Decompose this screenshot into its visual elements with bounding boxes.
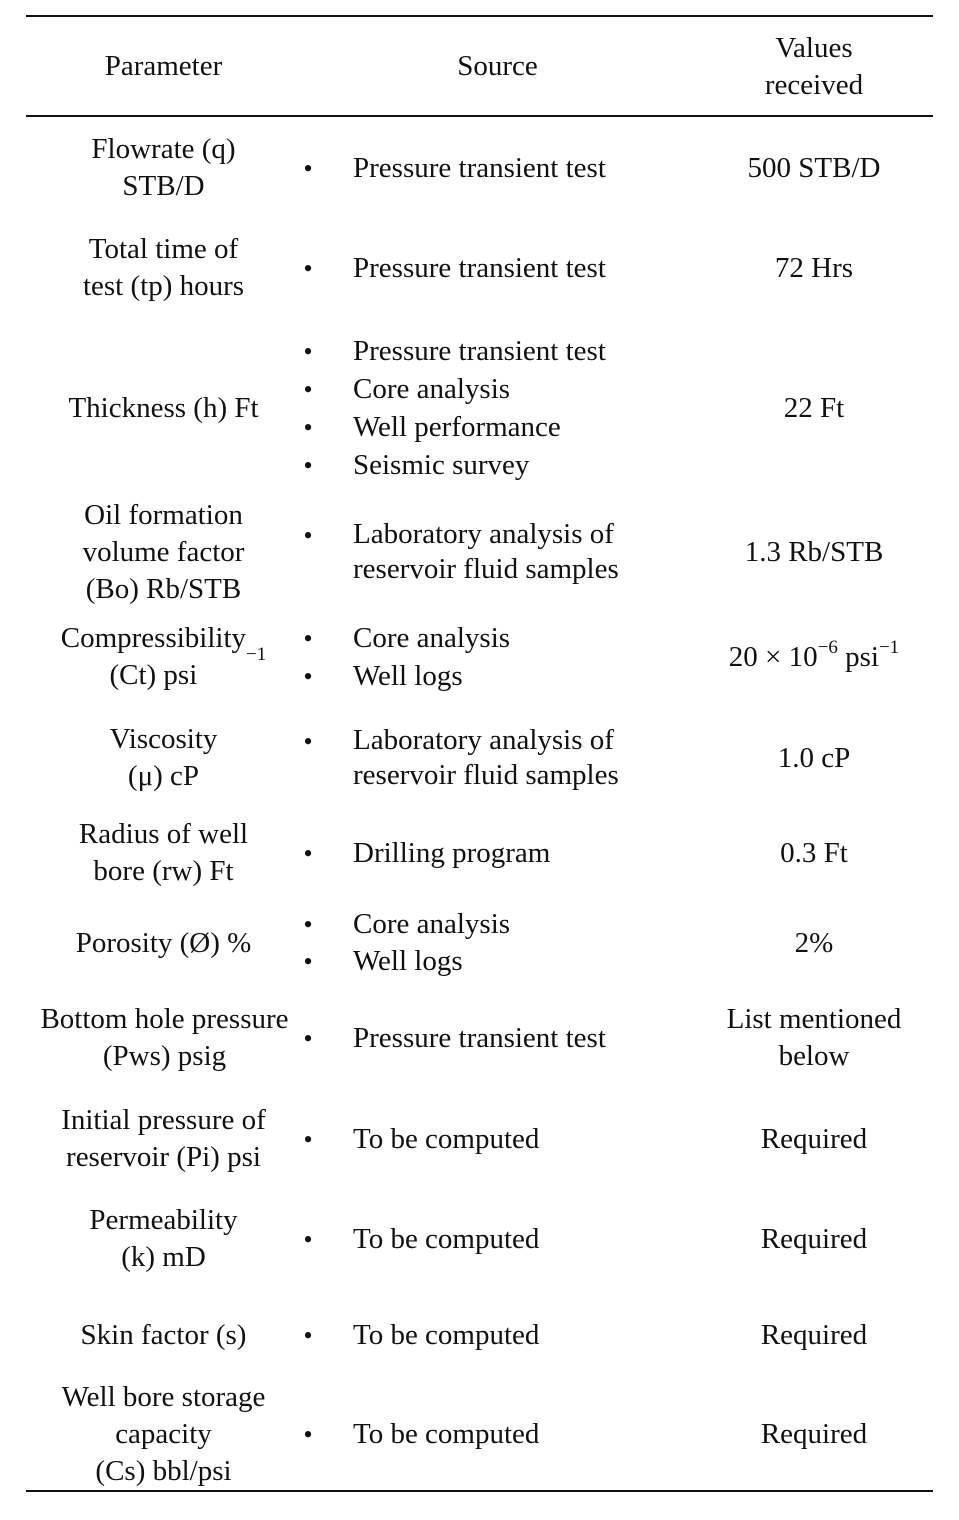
value-cell: 22 Ft xyxy=(783,391,845,424)
bullet-icon: • xyxy=(303,1023,313,1053)
value-base: 20 × 10 xyxy=(728,640,818,673)
parameter-cell: Porosity (Ø) % xyxy=(75,926,252,959)
parameter-cell: Bottom hole pressure (Pws) psig xyxy=(40,1003,289,1072)
value-cell: 0.3 Ft xyxy=(780,836,848,869)
source-item xyxy=(288,408,698,446)
parameter-cell: Well bore storage capacity (Cs) bbl/psi xyxy=(61,1380,266,1487)
table-row xyxy=(26,1100,933,1178)
source-item xyxy=(288,1317,698,1354)
value-cell: 2% xyxy=(794,926,834,959)
source-item xyxy=(288,250,698,287)
source-text: Well logs xyxy=(353,659,463,692)
table-header-rule xyxy=(26,115,933,117)
table-row xyxy=(26,1200,933,1278)
source-item xyxy=(288,657,698,695)
source-text: Pressure transient test xyxy=(353,151,606,184)
bullet-icon: • xyxy=(303,910,313,939)
source-cell xyxy=(288,904,698,982)
value-cell: Required xyxy=(760,1122,868,1155)
source-text: Drilling program xyxy=(353,836,551,869)
table-row xyxy=(26,814,933,892)
bullet-icon: • xyxy=(303,1419,313,1449)
value-text xyxy=(728,636,900,676)
parameter-cell: Viscosity (μ) cP xyxy=(109,723,218,792)
source-item xyxy=(288,446,698,484)
source-text: Pressure transient test xyxy=(353,1021,606,1054)
source-cell xyxy=(288,228,698,308)
superscript: −1 xyxy=(878,636,900,658)
value-cell: Required xyxy=(760,1318,868,1351)
bullet-icon: • xyxy=(303,336,313,366)
parameter-cell: Permeability (k) mD xyxy=(89,1204,238,1273)
source-cell xyxy=(288,128,698,208)
source-text: To be computed xyxy=(353,1222,540,1255)
bullet-icon: • xyxy=(303,253,313,283)
source-cell xyxy=(288,618,698,696)
header-parameter: Parameter xyxy=(104,50,223,82)
source-item xyxy=(288,835,698,872)
source-cell xyxy=(288,814,698,892)
bullet-icon: • xyxy=(303,727,313,756)
value-cell: Required xyxy=(760,1417,868,1450)
parameter-cell: Thickness (h) Ft xyxy=(68,391,259,424)
parameter-cell: Total time of test (tp) hours xyxy=(82,233,245,302)
value-cell xyxy=(695,618,933,696)
source-cell xyxy=(288,998,698,1078)
source-text: Seismic survey xyxy=(353,448,530,481)
table-row xyxy=(26,332,933,484)
bullet-icon: • xyxy=(303,412,313,442)
table-row xyxy=(26,904,933,982)
source-text: Well performance xyxy=(353,410,561,443)
parameter-cell: Initial pressure of reservoir (Pi) psi xyxy=(61,1104,266,1173)
source-item xyxy=(288,1221,698,1258)
bullet-icon: • xyxy=(303,1224,313,1254)
bullet-icon: • xyxy=(303,947,313,976)
source-text: To be computed xyxy=(353,1417,540,1450)
value-unit: psi xyxy=(837,640,879,673)
table-row xyxy=(26,618,933,696)
parameter-cell: Compressibility (Ct) psi $^{-1}$ xyxy=(26,618,301,696)
table-top-rule xyxy=(26,15,933,17)
superscript: −6 xyxy=(817,636,838,658)
value-cell: List mentioned below xyxy=(726,1003,902,1072)
source-item xyxy=(288,1121,698,1158)
table-row xyxy=(26,998,933,1078)
bullet-icon: • xyxy=(303,1320,313,1350)
source-text: Laboratory analysis of reservoir fluid samples xyxy=(353,518,619,585)
source-item xyxy=(288,517,698,587)
table-row xyxy=(26,1377,933,1491)
bullet-icon: • xyxy=(303,450,313,480)
value-cell: 500 STB/D xyxy=(747,151,881,184)
table-row xyxy=(26,496,933,608)
source-cell xyxy=(288,1310,698,1360)
source-text: To be computed xyxy=(353,1122,540,1155)
source-cell xyxy=(288,720,698,796)
source-item xyxy=(288,619,698,657)
header-values-received: Values received xyxy=(764,32,864,101)
bullet-icon: • xyxy=(303,1124,313,1154)
source-item xyxy=(288,1020,698,1057)
source-cell xyxy=(288,1100,698,1178)
source-cell xyxy=(288,332,698,484)
source-cell xyxy=(288,1200,698,1278)
table-row xyxy=(26,1310,933,1360)
bullet-icon: • xyxy=(303,374,313,404)
table-row xyxy=(26,720,933,796)
table-row xyxy=(26,228,933,308)
parameter-cell: Flowrate (q) STB/D xyxy=(91,133,236,202)
header-source: Source xyxy=(457,50,538,82)
source-text: Laboratory analysis of reservoir fluid samples xyxy=(353,724,619,791)
source-item xyxy=(288,906,698,943)
parameter-cell: Oil formation volume factor (Bo) Rb/STB xyxy=(82,498,245,605)
source-text: Well logs xyxy=(353,945,463,977)
source-item xyxy=(288,723,698,793)
value-cell: Required xyxy=(760,1222,868,1255)
bullet-icon: • xyxy=(303,153,313,183)
source-item xyxy=(288,150,698,187)
source-cell xyxy=(288,496,698,608)
source-item xyxy=(288,332,698,370)
source-text: Core analysis xyxy=(353,908,511,940)
parameter-cell: Radius of well bore (rw) Ft xyxy=(78,818,249,887)
bullet-icon: • xyxy=(303,838,313,868)
source-text: Core analysis xyxy=(353,621,511,654)
table-bottom-rule xyxy=(26,1490,933,1492)
bullet-icon: • xyxy=(303,661,313,691)
source-item xyxy=(288,370,698,408)
table-row xyxy=(26,128,933,208)
value-cell: 1.0 cP xyxy=(777,741,851,774)
parameter-cell: Skin factor (s) xyxy=(80,1318,247,1351)
bullet-icon: • xyxy=(303,521,313,550)
source-text: Pressure transient test xyxy=(353,251,606,284)
value-cell: 1.3 Rb/STB xyxy=(744,535,884,568)
source-cell xyxy=(288,1377,698,1491)
source-item xyxy=(288,1416,698,1453)
source-text: To be computed xyxy=(353,1318,540,1351)
value-cell: 72 Hrs xyxy=(774,251,854,284)
source-item xyxy=(288,943,698,980)
parameter-text: Compressibility (Ct) psi xyxy=(60,622,247,691)
bullet-icon: • xyxy=(303,623,313,653)
source-text: Core analysis xyxy=(353,372,511,405)
source-text: Pressure transient test xyxy=(353,334,606,367)
